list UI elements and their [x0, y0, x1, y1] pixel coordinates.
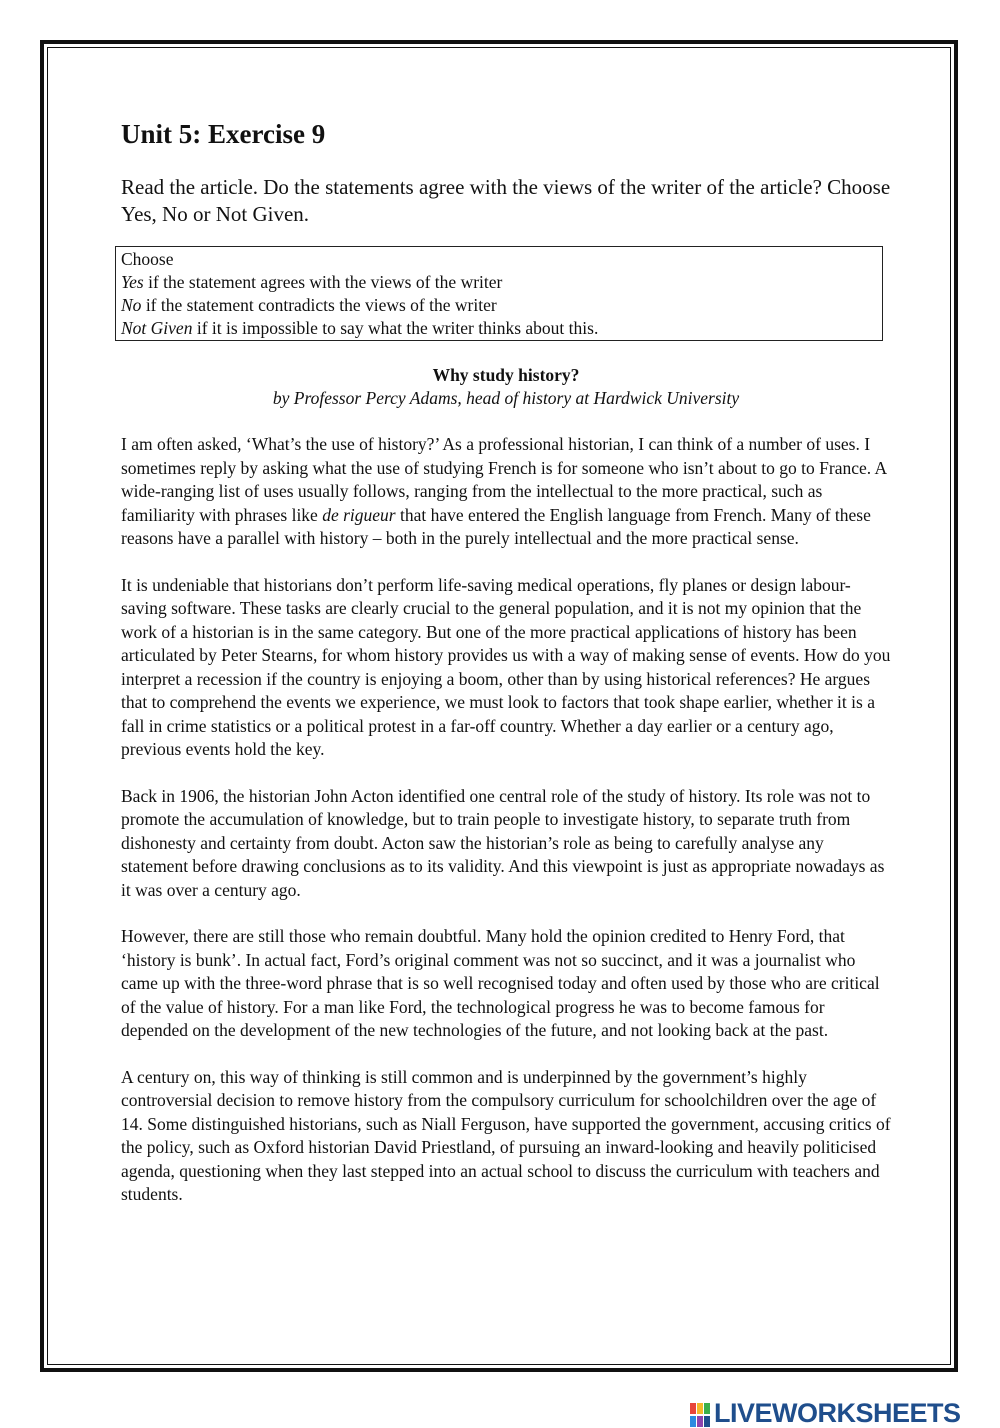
paragraph-text: However, there are still those who remain doubtful. Many hold the opinion credited to Henry Ford, that ‘history is bunk’. In actual fact, Ford’s original comment was not so succinct, and it was a journalist who came up with the three-word phrase that is so well recognised today and often used by those who are critical of the value of history. For a man like Ford, the technological progress he was to become famous for depended on the development of the new technologies of the future, and not looking back at the past.	[121, 926, 880, 1041]
paragraph-text: I am often asked, ‘What’s the use of history?’ As a professional historian, I can think of a number of uses. I sometimes reply by asking what the use of studying French is for someone who isn’t about to go to France. A wide-ranging list of uses usually follows, ranging from the intellectual to the more practical, such as familiarity with phrases like	[121, 434, 887, 525]
article-paragraph	[121, 785, 891, 903]
option-term: Yes	[121, 272, 144, 293]
choose-heading: Choose	[121, 249, 174, 270]
liveworksheets-watermark: LIVEWORKSHEETS	[714, 1398, 961, 1428]
article-byline: by Professor Percy Adams, head of history at Hardwick University	[272, 388, 740, 409]
option-yes	[121, 271, 876, 294]
option-term: No	[121, 295, 142, 316]
paragraph-text: Back in 1906, the historian John Acton identified one central role of the study of history. Its role was not to promote the accumulation of knowledge, but to train people to investigate history, to separate truth from dishonesty and certainty from doubt. Acton saw the historian’s role as being to carefully analyse any statement before drawing conclusions as to its validity. And this viewpoint is just as appropriate nowadays as it was over a century ago.	[121, 785, 885, 900]
worksheet-content	[121, 118, 891, 1230]
option-term: Not Given	[121, 318, 193, 339]
instructions: Read the article. Do the statements agree with the views of the writer of the article? Choose Yes, No or Not Given.	[121, 175, 891, 227]
option-text: if it is impossible to say what the writer thinks about this.	[192, 318, 599, 339]
liveworksheets-logo-icon	[690, 1403, 712, 1427]
article-paragraph	[121, 925, 891, 1043]
option-no	[121, 294, 876, 317]
paragraph-italic: de rigueur	[322, 504, 396, 525]
paragraph-text: that have entered the English language from French. Many of these reasons have a parallel with history – both in the purely intellectual and the more practical sense.	[121, 504, 871, 549]
answer-key-box	[115, 246, 883, 341]
option-text: if the statement contradicts the views of the writer	[141, 295, 497, 316]
paragraph-text: It is undeniable that historians don’t perform life-saving medical operations, fly planes or design labour-saving software. These tasks are clearly crucial to the general population, and it is not my opinion that the work of a historian is in the same category. But one of the more practical applications of history has been articulated by Peter Stearns, for whom history provides us with a way of making sense of events. How do you interpret a recession if the country is enjoying a boom, other than by using historical references? He argues that to comprehend the events we experience, we must look to factors that took shape earlier, whether it is a fall in crime statistics or a political protest in a far-off country. Whether a day earlier or a century ago, previous events hold the key.	[121, 574, 891, 760]
article-paragraph	[121, 1066, 891, 1207]
option-not-given	[121, 317, 876, 340]
paragraph-text: A century on, this way of thinking is still common and is underpinned by the government’s highly controversial decision to remove history from the compulsory curriculum for schoolchildren over the age of 14. Some distinguished historians, such as Niall Ferguson, have supported the government, accusing critics of the policy, such as Oxford historian David Priestland, of pursuing an inward-looking and heavily politicised agenda, questioning when they last stepped into an actual school to discuss the curriculum with teachers and students.	[121, 1066, 891, 1205]
article-paragraph	[121, 574, 891, 762]
page-title: Unit 5: Exercise 9	[121, 119, 326, 149]
article-title: Why study history?	[432, 365, 580, 386]
option-text: if the statement agrees with the views of the writer	[143, 272, 503, 293]
article-paragraph	[121, 433, 891, 551]
